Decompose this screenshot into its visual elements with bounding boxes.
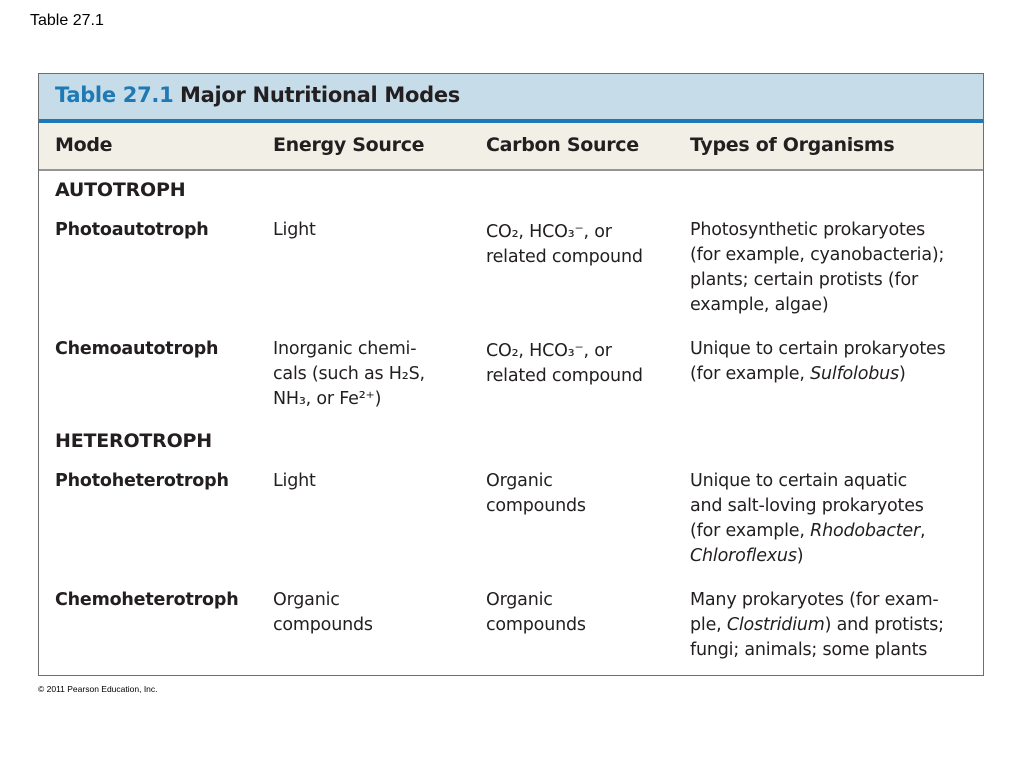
- table-caption-text: Major Nutritional Modes: [180, 83, 460, 107]
- row-carbon-source: Organic compounds: [486, 471, 586, 516]
- row-mode: Chemoheterotroph: [55, 590, 239, 610]
- copyright-notice: © 2011 Pearson Education, Inc.: [38, 684, 158, 694]
- row-energy-source: Light: [273, 471, 316, 491]
- row-energy-source: Inorganic chemi- cals (such as H₂S, NH₃, or Fe²⁺): [273, 339, 425, 409]
- row-mode: Chemoautotroph: [55, 339, 219, 359]
- table-caption: [39, 74, 983, 123]
- header-carbon-source: Carbon Source: [486, 134, 639, 156]
- table-header-row: [39, 123, 983, 171]
- header-energy-source: Energy Source: [273, 134, 425, 156]
- row-mode: Photoheterotroph: [55, 471, 229, 491]
- header-types-of-organisms: Types of Organisms: [690, 134, 895, 156]
- section-autotroph: AUTOTROPH: [55, 179, 186, 201]
- slide-title: Table 27.1: [30, 12, 104, 29]
- row-energy-source: Light: [273, 220, 316, 240]
- table-caption-label: Table 27.1: [55, 83, 174, 107]
- nutritional-modes-table: [38, 73, 984, 676]
- section-heterotroph: HETEROTROPH: [55, 430, 212, 452]
- row-types-of-organisms: Photosynthetic prokaryotes (for example, cyanobacteria); plants; certain protists (for example, algae): [690, 220, 945, 315]
- row-types-of-organisms: Many prokaryotes (for exam- ple, Clostridium) and protists; fungi; animals; some plants: [690, 590, 944, 660]
- row-carbon-source: Organic compounds: [486, 590, 586, 635]
- row-energy-source: Organic compounds: [273, 590, 373, 635]
- row-mode: Photoautotroph: [55, 220, 209, 240]
- row-types-of-organisms: Unique to certain prokaryotes (for example, Sulfolobus): [690, 339, 946, 384]
- row-types-of-organisms: Unique to certain aquatic and salt-loving prokaryotes (for example, Rhodobacter, Chloroflexus): [690, 471, 926, 566]
- header-mode: Mode: [55, 134, 113, 156]
- row-carbon-source: CO₂, HCO₃⁻, or related compound: [486, 341, 643, 386]
- row-carbon-source: CO₂, HCO₃⁻, or related compound: [486, 222, 643, 267]
